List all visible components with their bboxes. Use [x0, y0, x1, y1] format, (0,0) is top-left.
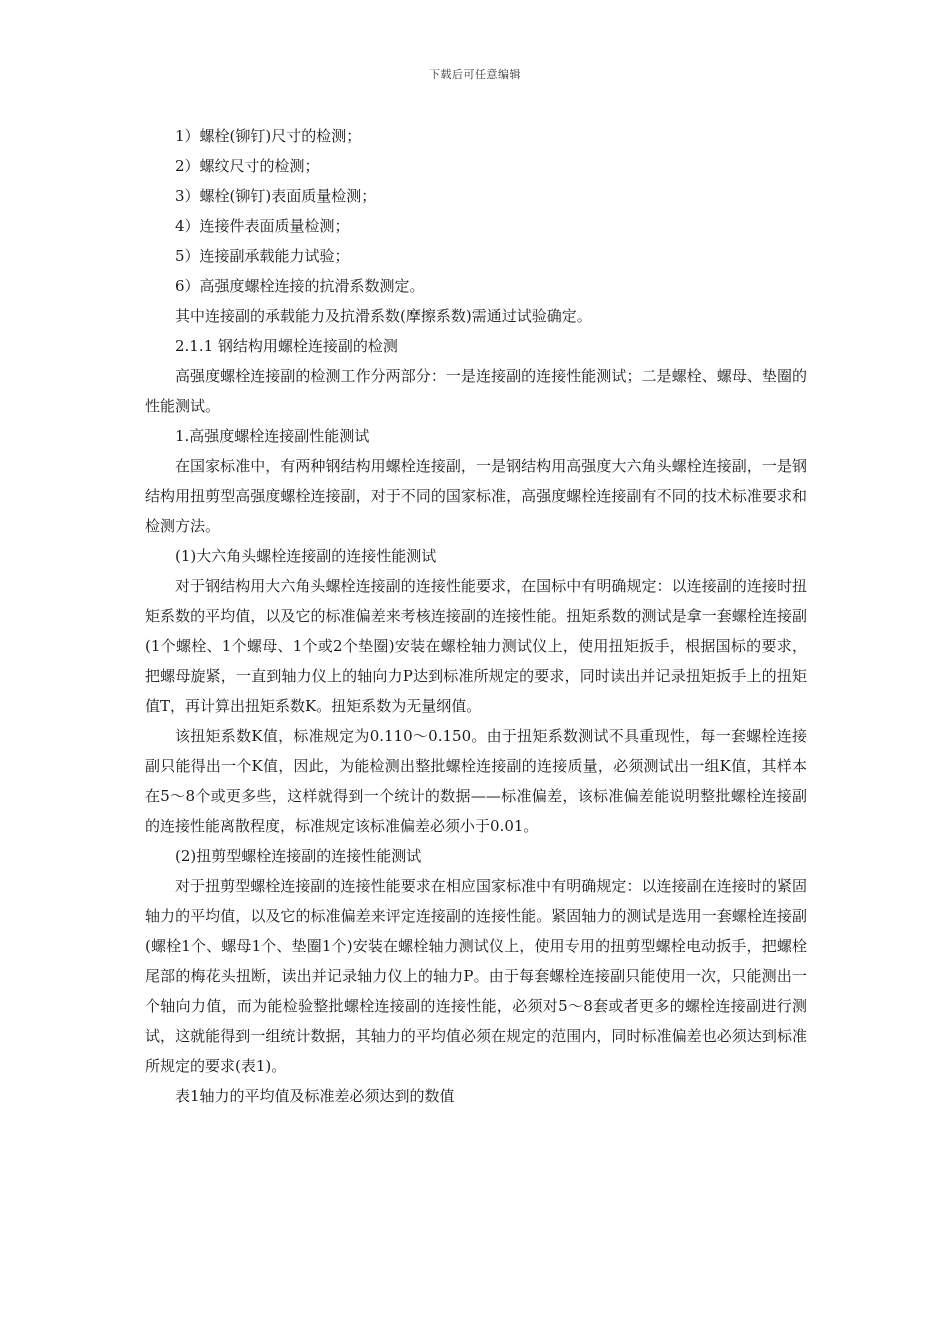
list-item-4: 4）连接件表面质量检测；	[175, 217, 350, 235]
document-body	[145, 121, 807, 1111]
list-item-1: 1）螺栓(铆钉)尺寸的检测；	[175, 127, 362, 145]
paragraph-inspection-parts: 高强度螺栓连接副的检测工作分两部分：一是连接副的连接性能测试；二是螺栓、螺母、垫圈的性能测试。	[145, 367, 807, 415]
list-item-6: 6）高强度螺栓连接的抗滑系数测定。	[175, 277, 425, 295]
paragraph-summary: 其中连接副的承载能力及抗滑系数(摩擦系数)需通过试验确定。	[175, 307, 592, 325]
section-heading-2-1-1: 2.1.1 钢结构用螺栓连接副的检测	[175, 337, 398, 355]
subheading-performance-test: 1.高强度螺栓连接副性能测试	[175, 427, 370, 445]
subheading-hex-bolt-test: (1)大六角头螺栓连接副的连接性能测试	[175, 547, 437, 565]
page-header: 下载后可任意编辑	[429, 68, 521, 81]
subheading-shear-bolt-test: (2)扭剪型螺栓连接副的连接性能测试	[175, 847, 422, 865]
paragraph-k-value: 该扭矩系数K值，标准规定为0.110～0.150。由于扭矩系数测试不具重现性，每一套螺栓连接副只能得出一个K值，因此，为能检测出整批螺栓连接副的连接质量，必须测试出一组K值，其样本在5～8个或更多些，这样就得到一个统计的数据——标准偏差，该标准偏差能说明整批螺栓连接副的连接性能离散程度，标准规定该标准偏差必须小于0.01。	[145, 727, 807, 835]
list-item-5: 5）连接副承载能力试验；	[175, 247, 350, 265]
paragraph-torque-coefficient: 对于钢结构用大六角头螺栓连接副的连接性能要求，在国标中有明确规定：以连接副的连接时扭矩系数的平均值，以及它的标准偏差来考核连接副的连接性能。扭矩系数的测试是拿一套螺栓连接副(1个螺栓、1个螺母、1个或2个垫圈)安装在螺栓轴力测试仪上，使用扭矩扳手，根据国标的要求，把螺母旋紧，一直到轴力仪上的轴向力P达到标准所规定的要求，同时读出并记录扭矩扳手上的扭矩值T，再计算出扭矩系数K。扭矩系数为无量纲值。	[145, 577, 807, 715]
paragraph-axial-force: 对于扭剪型螺栓连接副的连接性能要求在相应国家标准中有明确规定：以连接副在连接时的紧固轴力的平均值，以及它的标准偏差来评定连接副的连接性能。紧固轴力的测试是选用一套螺栓连接副(螺栓1个、螺母1个、垫圈1个)安装在螺栓轴力测试仪上，使用专用的扭剪型螺栓电动扳手，把螺栓尾部的梅花头扭断，读出并记录轴力仪上的轴力P。由于每套螺栓连接副只能使用一次，只能测出一个轴向力值，而为能检验整批螺栓连接副的连接性能，必须对5～8套或者更多的螺栓连接副进行测试，这就能得到一组统计数据，其轴力的平均值必须在规定的范围内，同时标准偏差也必须达到标准所规定的要求(表1)。	[145, 877, 807, 1075]
list-item-2: 2）螺纹尺寸的检测；	[175, 157, 320, 175]
paragraph-national-standard: 在国家标准中，有两种钢结构用螺栓连接副，一是钢结构用高强度大六角头螺栓连接副，一是钢结构用扭剪型高强度螺栓连接副，对于不同的国家标准，高强度螺栓连接副有不同的技术标准要求和检测方法。	[145, 457, 807, 535]
table-caption: 表1轴力的平均值及标准差必须达到的数值	[175, 1087, 455, 1105]
list-item-3: 3）螺栓(铆钉)表面质量检测；	[175, 187, 377, 205]
